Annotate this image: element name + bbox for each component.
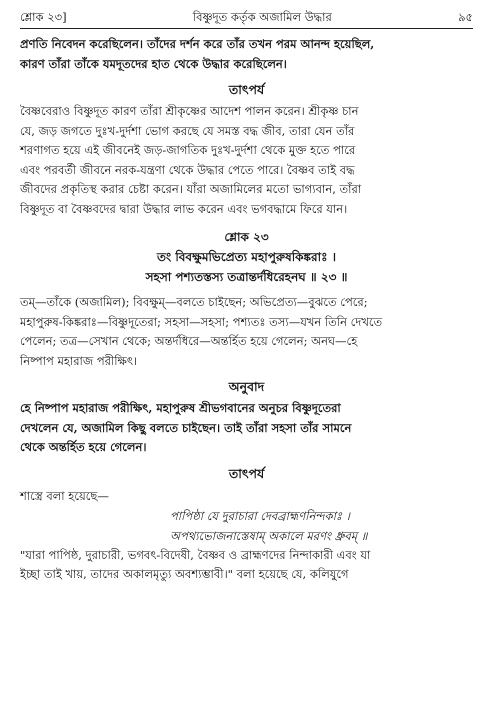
purport-line: শরণাগত হয়ে এই জীবনেই জড়-জাগতিক দুঃখ-দুর্দশা থেকে মুক্ত হতে পারে <box>20 143 356 157</box>
purport-paragraph <box>20 102 473 219</box>
sanskrit-verse <box>20 247 473 287</box>
purport-heading: তাৎপর্য <box>228 82 265 97</box>
purport-line: "যারা পাপিষ্ঠ, দুরাচারী, ভগবৎ-বিদেষী, বৈষ্ণব ও ব্রাহ্মণদের নিন্দাকারী এবং যা <box>20 547 371 562</box>
scripture-intro: শাস্ত্রে বলা হয়েছে— <box>20 488 109 503</box>
purport-heading: তাৎপর্য <box>228 465 265 481</box>
purport-line: ইচ্ছা তাই খায়, তাদের অকালমৃত্যু অবশ্যম্ভাবী।" বলা হয়েছে যে, কলিযুগে <box>20 567 349 581</box>
intro-line: প্রণতি নিবেদন করেছিলেন। তাঁদের দর্শন করে তাঁর তখন পরম আনন্দ হয়েছিল, <box>20 37 375 51</box>
synonym-line: পেলেন; তত্র—সেখান থেকে; অন্তর্দধিরে—অন্তর্হিত হয়ে গেলেন; অনঘ—হে <box>20 334 358 348</box>
synonym-line: মহাপুরুষ-কিঙ্করাঃ—বিষ্ণুদূতেরা; সহসা—সহসা; পশ্যতঃ তস্য—যখন তিনি দেখতে <box>20 314 383 329</box>
translation-paragraph <box>20 399 473 458</box>
translation-line: দেখলেন যে, অজামিল কিছু বলতে চাইছেন। তাই তাঁরা সহসা তাঁর সামনে <box>20 420 352 435</box>
verse-line: সহসা পশ্যতস্তস্য তত্রান্তর্দধিরেহনঘ ॥ ২৩ ॥ <box>145 270 348 284</box>
header-verse-ref: শ্লোক ২৩] <box>20 10 67 24</box>
translation-line: থেকে অন্তর্হিত হয়ে গেলেন। <box>20 440 147 454</box>
verse-number: শ্লোক ২৩ <box>224 230 269 244</box>
purport-line: যে, জড় জগতে দুঃখ-দুর্দশা ভোগ করছে যে সমস্ত বদ্ধ জীব, তারা যেন তাঁর <box>20 123 355 138</box>
quote-line: পাপিষ্ঠা যে দুরাচারা দেবব্রাহ্মণনিন্দকাঃ । <box>170 508 350 523</box>
purport-line: জীবদের প্রকৃতিস্থ করার চেষ্টা করেন। যাঁরা অজামিলের মতো ভাগ্যবান, তাঁরা <box>20 182 362 196</box>
purport-paragraph <box>20 546 473 585</box>
page-number: ৯৫ <box>458 10 473 24</box>
purport-line: বিষ্ণুদূত বা বৈষ্ণবদের দ্বারা উদ্ধার লাভ করেন এবং ভগবদ্ধামে ফিরে যান। <box>20 201 348 216</box>
scripture-quote <box>20 506 473 546</box>
synonym-line: তম্—তাঁকে (অজামিল); বিবক্ষুম্—বলতে চাইছেন; অভিপ্রেত্য—বুঝতে পেরে; <box>20 295 368 309</box>
quote-line: অপথ্যভোজনাস্তেষাম্ অকালে মরণং ধ্রুবম্ ॥ <box>170 528 368 543</box>
synonym-line: নিষ্পাপ মহারাজ পরীক্ষিৎ। <box>20 353 138 368</box>
running-header <box>20 6 473 29</box>
purport-line: বৈষ্ণবেরাও বিষ্ণুদূত কারণ তাঁরা শ্রীকৃষ্ণের আদেশ পালন করেন। শ্রীকৃষ্ণ চান <box>20 104 359 118</box>
intro-line: কারণ তাঁরা তাঁকে যমদূতদের হাত থেকে উদ্ধার করেছিলেন। <box>20 56 287 71</box>
purport-line: এবং পরবর্তী জীবনে নরক-যন্ত্রণা থেকে উদ্ধার পেতে পারে। বৈষ্ণব তাই বদ্ধ <box>20 162 355 177</box>
synonyms-paragraph <box>20 293 473 371</box>
header-chapter-title: বিষ্ণুদূত কর্তৃক অজামিল উদ্ধার <box>192 10 332 24</box>
verse-line: তং বিবক্ষুমভিপ্রেত্য মহাপুরুষকিঙ্করাঃ । <box>156 250 337 264</box>
translation-line: হে নিষ্পাপ মহারাজ পরীক্ষিৎ, মহাপুরুষ শ্রীভগবানের অনুচর বিষ্ণুদূতেরা <box>20 401 341 415</box>
intro-paragraph <box>20 35 473 74</box>
translation-heading: অনুবাদ <box>228 379 265 394</box>
